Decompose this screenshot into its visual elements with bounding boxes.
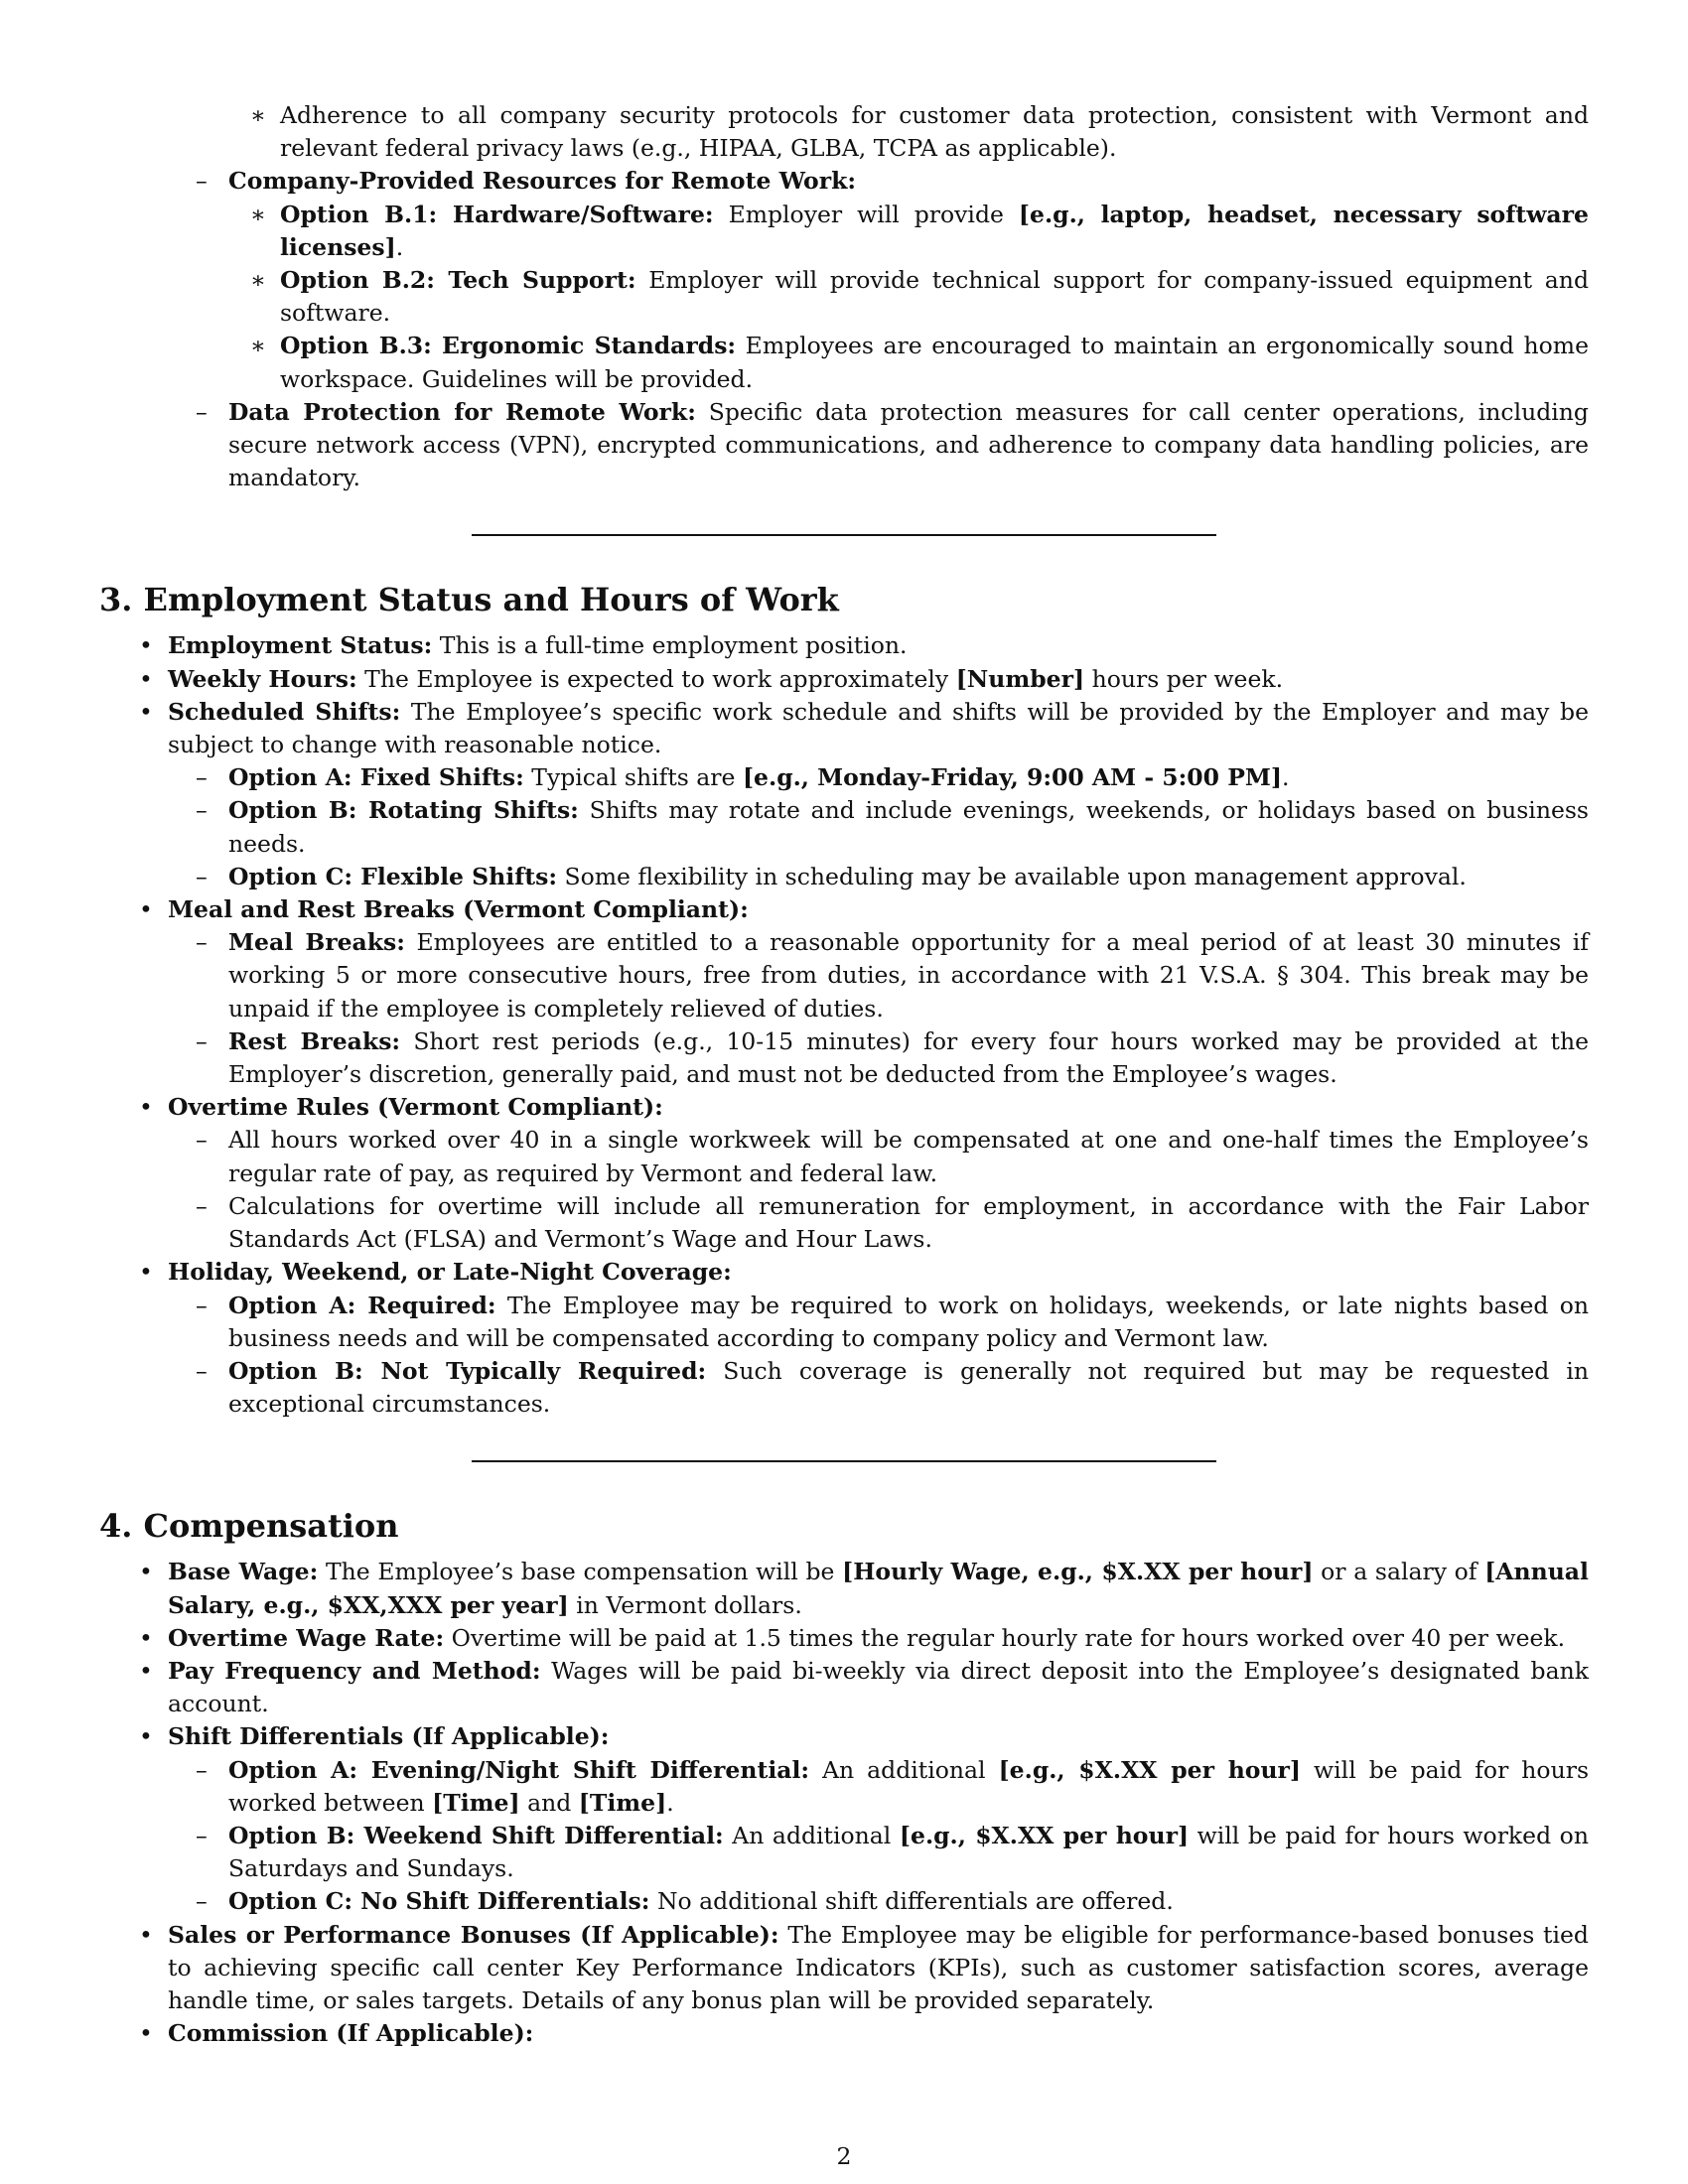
list-item: – Option A: Evening/Night Shift Differential: An additional [e.g., $X.XX per hour] will be paid for hours worked between [Time] and [Time]. [196, 1755, 1590, 1817]
section-4-heading: 4. Compensation [99, 1507, 399, 1546]
list-item: – Option B: Weekend Shift Differential: An additional [e.g., $X.XX per hour] will be paid for hours worked on Saturdays and Sundays. [196, 1821, 1589, 1883]
list-item: – Option A: Fixed Shifts: Typical shifts are [e.g., Monday-Friday, 9:00 AM - 5:00 PM]. [196, 763, 1290, 792]
list-item: – Option B: Not Typically Required: Such coverage is generally not required but may be requested in exceptional circumstances. [196, 1356, 1589, 1419]
list-item: • Sales or Performance Bonuses (If Applicable): The Employee may be eligible for performance-based bonuses tied to achieving specific call center Key Performance Indicators (KPIs), such as customer satisfaction scores, average handle time, or sales targets. Details of any bonus plan will be provided separately. [139, 1920, 1589, 2014]
section-2-continued [99, 99, 1589, 494]
list-item: • Holiday, Weekend, or Late-Night Coverage: [139, 1258, 732, 1287]
list-item: • Overtime Rules (Vermont Compliant): [139, 1093, 663, 1122]
list-item: – Option C: Flexible Shifts: Some flexibility in scheduling may be available upon management approval. [196, 862, 1467, 890]
list-item: • Pay Frequency and Method: Wages will be paid bi-weekly via direct deposit into the Employee’s designated bank account. [139, 1656, 1589, 1718]
list-item: • Overtime Wage Rate: Overtime will be paid at 1.5 times the regular hourly rate for hours worked over 40 per week. [139, 1623, 1566, 1652]
document-page [99, 99, 1589, 2050]
list-item: ∗ Adherence to all company security protocols for customer data protection, consistent with Vermont and relevant federal privacy laws (e.g., HIPAA, GLBA, TCPA as applicable). [250, 101, 1589, 163]
list-item: • Employment Status: This is a full-time employment position. [139, 631, 908, 660]
list-item: ∗ Option B.2: Tech Support: Employer will provide technical support for company-issued equipment and software. [250, 266, 1589, 328]
list-item: – Calculations for overtime will include all remuneration for employment, in accordance with the Fair Labor Standards Act (FLSA) and Vermont’s Wage and Hour Laws. [196, 1191, 1589, 1254]
list-item: • Base Wage: The Employee’s base compensation will be [Hourly Wage, e.g., $X.XX per hour] or a salary of [Annual Salary, e.g., $XX,XXX per year] in Vermont dollars. [139, 1558, 1589, 1619]
section-4-list [99, 1556, 1589, 2050]
section-divider [472, 534, 1216, 536]
page-number: 2 [836, 2142, 852, 2170]
list-item: – Option C: No Shift Differentials: No additional shift differentials are offered. [196, 1887, 1174, 1916]
list-item: – Option A: Required: The Employee may be required to work on holidays, weekends, or late nights based on business needs and will be compensated according to company policy and Vermont law. [196, 1291, 1589, 1352]
list-item: – All hours worked over 40 in a single workweek will be compensated at one and one-half times the Employee’s regular rate of pay, as required by Vermont and federal law. [196, 1126, 1589, 1187]
list-item: ∗ Option B.1: Hardware/Software: Employer will provide [e.g., laptop, headset, necessary software licenses]. [250, 200, 1589, 261]
list-item: • Weekly Hours: The Employee is expected to work approximately [Number] hours per week. [139, 664, 1284, 693]
list-item: ∗ Option B.3: Ergonomic Standards: Employees are encouraged to maintain an ergonomically sound home workspace. Guidelines will be provided. [250, 332, 1589, 393]
list-item: – Rest Breaks: Short rest periods (e.g., 10-15 minutes) for every four hours worked may be provided at the Employer’s discretion, generally paid, and must not be deducted from the Employee’s wages. [196, 1026, 1590, 1089]
section-3-heading: 3. Employment Status and Hours of Work [99, 581, 839, 619]
section-3-list [99, 629, 1589, 1421]
list-item: • Shift Differentials (If Applicable): [139, 1722, 610, 1751]
list-item: • Commission (If Applicable): [139, 2019, 534, 2048]
list-item: – Data Protection for Remote Work: Specific data protection measures for call center operations, including secure network access (VPN), encrypted communications, and adherence to company data handling policies, are mandatory. [196, 397, 1589, 492]
list-item: • Scheduled Shifts: The Employee’s specific work schedule and shifts will be provided by the Employer and may be subject to change with reasonable notice. [139, 697, 1589, 759]
list-item: • Meal and Rest Breaks (Vermont Compliant): [139, 895, 749, 924]
list-item: – Company-Provided Resources for Remote Work: [196, 167, 857, 196]
list-item: – Meal Breaks: Employees are entitled to a reasonable opportunity for a meal period of at least 30 minutes if working 5 or more consecutive hours, free from duties, in accordance with 21 V.S.A. § 304. This break may be unpaid if the employee is completely relieved of duties. [196, 928, 1589, 1023]
list-item: – Option B: Rotating Shifts: Shifts may rotate and include evenings, weekends, or holidays based on business needs. [196, 796, 1589, 858]
section-divider [472, 1460, 1216, 1462]
